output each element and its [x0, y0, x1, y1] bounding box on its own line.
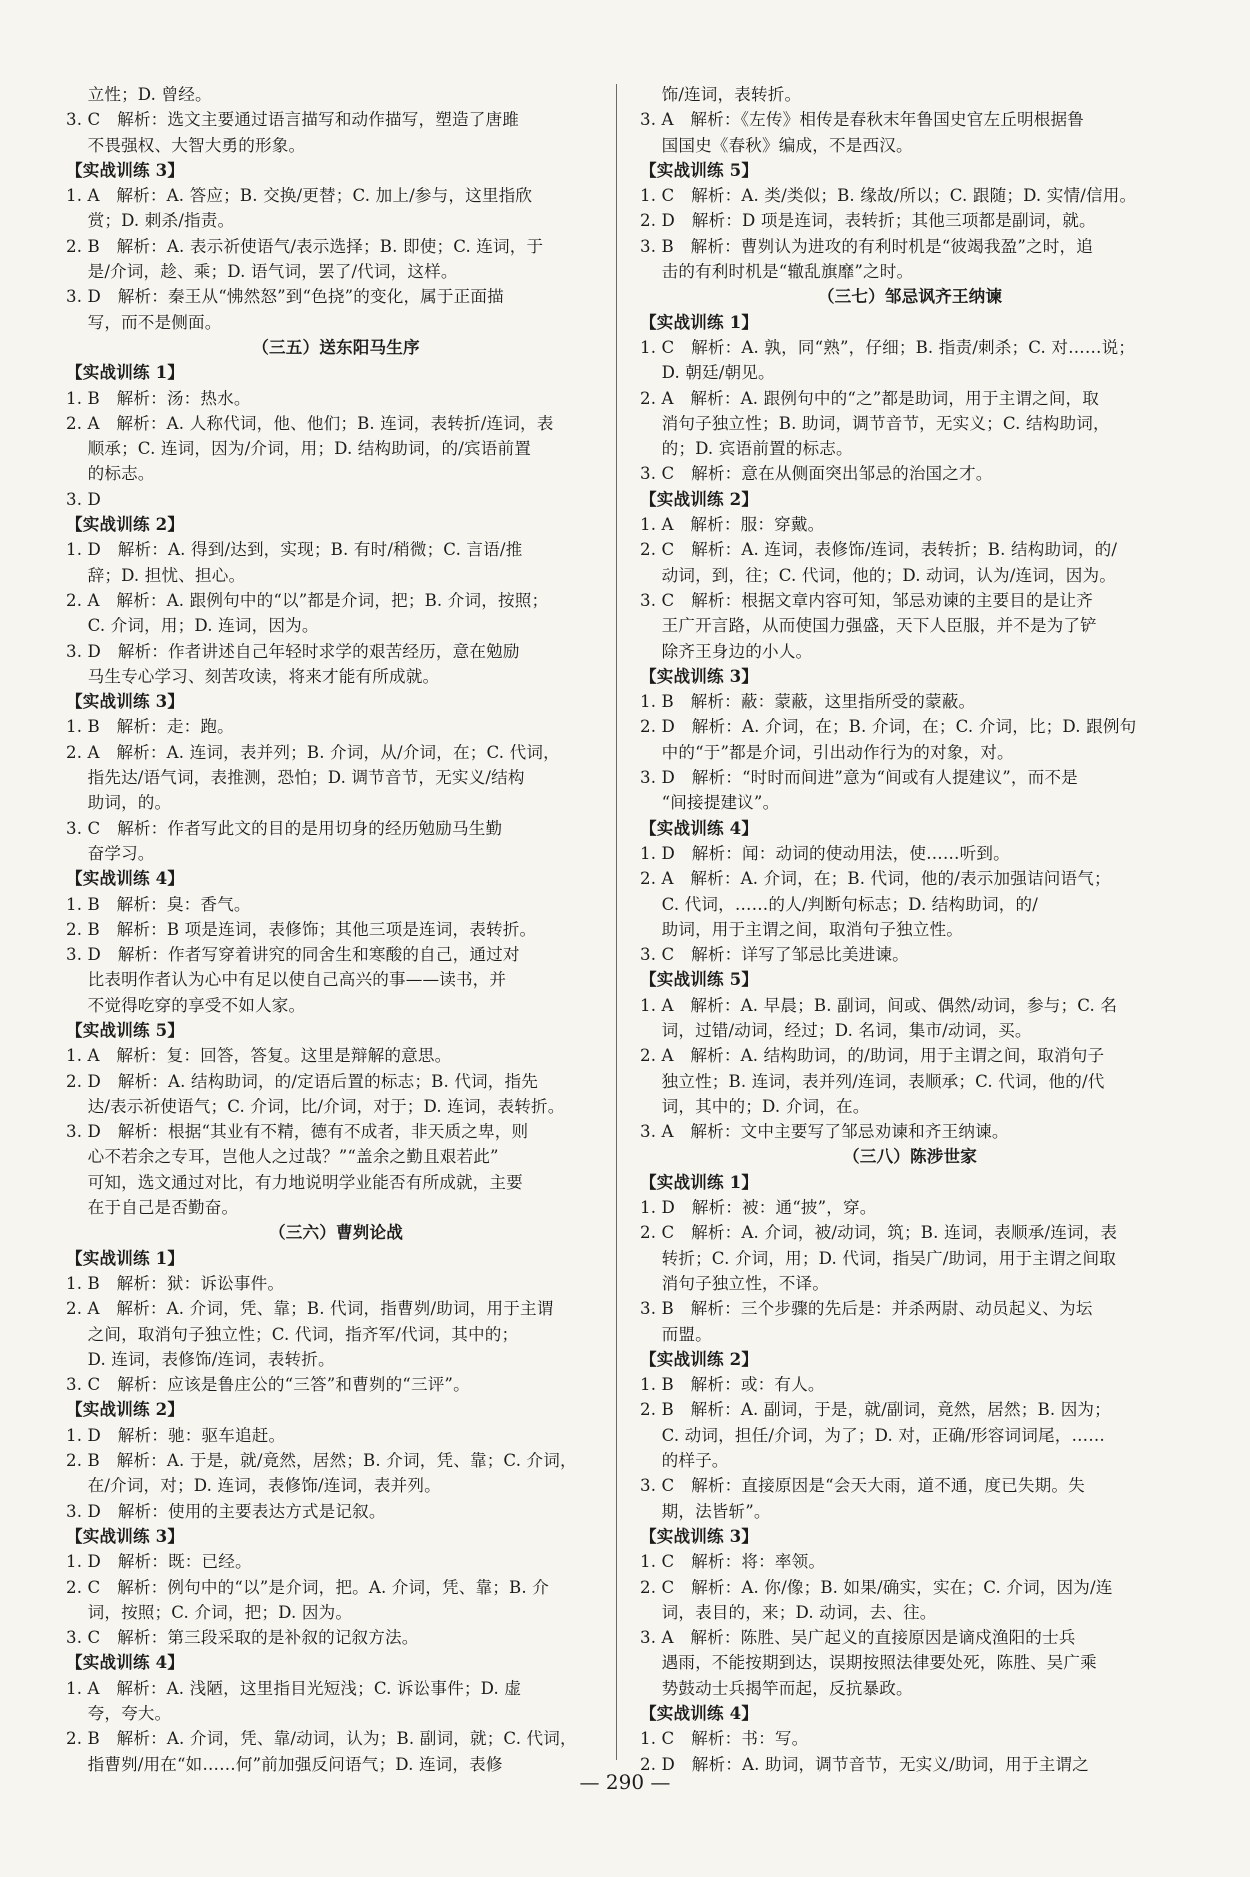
exercise-heading: 【实战训练 3】 [66, 159, 185, 180]
text-line: 在/介词，对；D. 连词，表修饰/连词，表并列。 [87, 1476, 441, 1496]
text-line: 的；D. 宾语前置的标志。 [661, 439, 853, 459]
text-line: 2. D 解析：A. 结构助词，的/定语后置的标志；B. 代词，指先 [66, 1071, 539, 1091]
text-line: 3. C 解析：第三段采取的是补叙的记叙方法。 [66, 1628, 419, 1648]
text-line: 马生专心学习、刻苦攻读，将来才能有所成就。 [87, 666, 440, 686]
text-line: 1. A 解析：A. 答应；B. 交换/更替；C. 加上/参与，这里指欣 [66, 186, 533, 206]
exercise-heading: 【实战训练 2】 [640, 1348, 759, 1369]
text-line: 不畏强权、大智大勇的形象。 [87, 135, 306, 155]
text-line: 立性；D. 曾经。 [87, 85, 212, 104]
text-line: 3. A 解析：陈胜、吴广起义的直接原因是谪戍渔阳的士兵 [640, 1628, 1076, 1648]
exercise-heading: 【实战训练 5】 [640, 159, 759, 180]
text-line: 1. D 解析：驰：驱车追赶。 [66, 1425, 286, 1445]
text-line: 之间，取消句子独立性；C. 代词，指齐军/代词，其中的； [87, 1324, 519, 1344]
text-line: 中的“于”都是介词，引出动作行为的对象，对。 [661, 742, 1014, 762]
text-line: 1. A 解析：A. 浅陋，这里指目光短浅；C. 诉讼事件；D. 虚 [66, 1678, 522, 1698]
exercise-heading: 【实战训练 1】 [640, 1171, 759, 1192]
text-line: 指先达/语气词，表推测，恐怕；D. 调节音节，无实义/结构 [87, 768, 525, 788]
text-line: 2. B 解析：A. 副词，于是，就/副词，竟然，居然；B. 因为； [640, 1400, 1111, 1420]
text-line: 2. A 解析：A. 结构助词，的/助词，用于主谓之间，取消句子 [640, 1046, 1105, 1066]
text-line: 1. D 解析：闻：动词的使动用法，使……听到。 [640, 843, 1010, 863]
text-line: 2. B 解析：B 项是连词，表修饰；其他三项是连词，表转折。 [66, 919, 537, 939]
text-line: 3. A 解析：《左传》相传是春秋末年鲁国史官左丘明根据鲁 [640, 110, 1084, 130]
text-line: 3. C 解析：详写了邹忌比美进谏。 [640, 945, 909, 965]
text-line: 动词，到，往；C. 代词，他的；D. 动词，认为/连词，因为。 [661, 565, 1116, 585]
text-line: 是/介词，趁、乘；D. 语气词，罢了/代词，这样。 [87, 262, 458, 282]
text-line: 达/表示祈使语气；C. 介词，比/介词，对于；D. 连词，表转折。 [87, 1096, 565, 1116]
text-line: 3. A 解析：文中主要写了邹忌劝谏和齐王纳谏。 [640, 1122, 1009, 1142]
text-line: 词，按照；C. 介词，把；D. 因为。 [87, 1602, 353, 1622]
text-line: 可知，选文通过对比，有力地说明学业能否有所成就，主要 [87, 1172, 523, 1192]
exercise-heading: 【实战训练 1】 [66, 362, 185, 383]
exercise-heading: 【实战训练 1】 [640, 311, 759, 332]
text-line: 2. A 解析：A. 连词，表并列；B. 介词，从/介词，在；C. 代词， [66, 742, 560, 762]
text-line: 1. C 解析：将：率领。 [640, 1552, 826, 1572]
text-line: 2. B 解析：A. 于是，就/竟然，居然；B. 介词，凭、靠；C. 介词， [66, 1451, 577, 1471]
text-line: 2. D 解析：A. 介词，在；B. 介词，在；C. 介词，比；D. 跟例句 [640, 717, 1137, 737]
text-line: 词，表目的，来；D. 动词，去、往。 [661, 1602, 937, 1622]
text-line: 2. A 解析：A. 跟例句中的“以”都是介词，把；B. 介词，按照； [66, 590, 549, 610]
text-line: 消句子独立性，不译。 [661, 1273, 830, 1293]
text-line: 1. B 解析：或：有人。 [640, 1375, 825, 1395]
text-line: 2. D 解析：A. 助词，调节音节，无实义/助词，用于主谓之 [640, 1754, 1089, 1774]
text-line: 3. D 解析：作者讲述自己年轻时求学的艰苦经历，意在勉励 [66, 641, 520, 661]
text-line: 2. A 解析：A. 跟例句中的“之”都是助词，用于主谓之间，取 [640, 388, 1100, 408]
text-line: 3. D 解析：使用的主要表达方式是记叙。 [66, 1501, 386, 1521]
right-column [640, 82, 1180, 1777]
exercise-heading: 【实战训练 2】 [640, 488, 759, 509]
text-line: C. 介词，用；D. 连词，因为。 [87, 616, 319, 636]
text-line: 的样子。 [661, 1451, 729, 1471]
text-line: 3. C 解析：根据文章内容可知，邹忌劝谏的主要目的是让齐 [640, 590, 1093, 610]
text-line: 期，法皆斩”。 [661, 1501, 771, 1521]
text-line: 词，其中的；D. 介词，在。 [661, 1096, 870, 1116]
text-line: D. 朝廷/朝见。 [661, 363, 775, 383]
text-line: 势鼓动士兵揭竿而起，反抗暴政。 [661, 1678, 913, 1698]
text-line: 1. D 解析：A. 得到/达到，实现；B. 有时/稍微；C. 言语/推 [66, 540, 523, 560]
text-line: 3. C 解析：意在从侧面突出邹忌的治国之才。 [640, 464, 993, 484]
text-line: 3. C 解析：作者写此文的目的是用切身的经历勉励马生勤 [66, 818, 503, 838]
text-line: 1. C 解析：A. 孰，同“熟”，仔细；B. 指责/刺杀；C. 对……说； [640, 337, 1136, 357]
exercise-heading: 【实战训练 4】 [640, 817, 759, 838]
text-line: 1. B 解析：走：跑。 [66, 717, 234, 737]
text-line: 2. C 解析：A. 你/像；B. 如果/确实，实在；C. 介词，因为/连 [640, 1577, 1113, 1597]
text-line: 3. C 解析：直接原因是“会天大雨，道不通，度已失期。失 [640, 1476, 1085, 1496]
text-line: 心不若余之专耳，岂他人之过哉？”“盖余之勤且艰若此” [87, 1147, 499, 1167]
exercise-heading: 【实战训练 3】 [66, 691, 185, 712]
text-line: 独立性；B. 连词，表并列/连词，表顺承；C. 代词，他的/代 [661, 1071, 1105, 1091]
text-line: 1. B 解析：汤：热水。 [66, 388, 251, 408]
exercise-heading: 【实战训练 4】 [66, 868, 185, 889]
text-line: 2. B 解析：A. 表示祈使语气/表示选择；B. 即使；C. 连词，于 [66, 236, 544, 256]
text-line: 2. D 解析：D 项是连词，表转折；其他三项都是副词，就。 [640, 211, 1096, 231]
text-line: 1. B 解析：狱：诉讼事件。 [66, 1273, 285, 1293]
text-line: 2. A 解析：A. 介词，在；B. 代词，他的/表示加强诘问语气； [640, 869, 1111, 889]
text-line: 3. D 解析：秦王从“怫然怒”到“色挠”的变化，属于正面描 [66, 287, 504, 307]
text-line: 助词，的。 [87, 793, 172, 813]
exercise-heading: 【实战训练 2】 [66, 1399, 185, 1420]
exercise-heading: 【实战训练 4】 [640, 1703, 759, 1723]
text-line: 2. C 解析：A. 介词，被/动词，筑；B. 连词，表顺承/连词，表 [640, 1223, 1118, 1243]
text-line: 3. C 解析：选文主要通过语言描写和动作描写，塑造了唐雎 [66, 110, 519, 130]
text-line: 助词，用于主谓之间，取消句子独立性。 [661, 919, 963, 939]
text-line: D. 连词，表修饰/连词，表转折。 [87, 1349, 335, 1369]
text-line: “间接提建议”。 [661, 793, 780, 813]
page-number: — 290 — [579, 1770, 671, 1794]
text-line: 3. D 解析：作者写穿着讲究的同舍生和寒酸的自己，通过对 [66, 945, 520, 965]
text-line: 不觉得吃穿的享受不如人家。 [87, 995, 306, 1015]
text-line: 遇雨，不能按期到达，误期按照法律要处死，陈胜、吴广乘 [661, 1653, 1097, 1673]
text-line: 1. D 解析：既：已经。 [66, 1552, 252, 1572]
left-column [66, 82, 606, 1777]
text-line: 1. D 解析：被：通“披”，穿。 [640, 1198, 877, 1218]
text-line: 指曹刿/用在“如……何”前加强反问语气；D. 连词，表修 [87, 1754, 503, 1774]
exercise-heading: 【实战训练 5】 [66, 1019, 185, 1040]
column-divider [616, 84, 617, 1760]
section-title: （三七）邹忌讽齐王纳谏 [817, 286, 1003, 307]
text-line: 1. C 解析：A. 类/类似；B. 缘故/所以；C. 跟随；D. 实情/信用。 [640, 186, 1137, 206]
text-line: 奋学习。 [87, 843, 155, 863]
section-title: （三五）送东阳马生序 [252, 336, 420, 357]
exercise-heading: 【实战训练 3】 [640, 665, 759, 686]
text-line: 1. C 解析：书：写。 [640, 1729, 809, 1749]
text-line: 1. A 解析：A. 早晨；B. 副词，间或、偶然/动词，参与；C. 名 [640, 995, 1118, 1015]
exercise-heading: 【实战训练 1】 [66, 1247, 185, 1268]
text-line: 3. B 解析：曹刿认为进攻的有利时机是“彼竭我盈”之时，追 [640, 236, 1094, 256]
exercise-heading: 【实战训练 3】 [640, 1525, 759, 1546]
text-line: 写，而不是侧面。 [87, 312, 222, 332]
text-line: 2. C 解析：例句中的“以”是介词，把。A. 介词，凭、靠；B. 介 [66, 1577, 549, 1597]
text-line: 1. B 解析：臭：香气。 [66, 894, 251, 914]
text-line: 而盟。 [661, 1324, 712, 1344]
text-line: 2. C 解析：A. 连词，表修饰/连词，表转折；B. 结构助词，的/ [640, 540, 1118, 560]
text-line: 赏；D. 刺杀/指责。 [87, 211, 235, 231]
exercise-heading: 【实战训练 2】 [66, 514, 185, 535]
text-line: 王广开言路，从而使国力强盛，天下人臣服，并不是为了铲 [661, 616, 1097, 636]
text-line: 辞；D. 担忧、担心。 [87, 565, 246, 585]
text-line: 比表明作者认为心中有足以使自己高兴的事——读书，并 [87, 970, 507, 990]
text-line: 消句子独立性；B. 助词，调节音节，无实义；C. 结构助词， [661, 413, 1110, 433]
text-line: 1. B 解析：蔽：蒙蔽，这里指所受的蒙蔽。 [640, 692, 976, 712]
text-line: 1. A 解析：服：穿戴。 [640, 515, 825, 535]
text-line: 3. D [66, 489, 102, 509]
text-line: 在于自己是否勤奋。 [87, 1198, 239, 1218]
text-line: 3. B 解析：三个步骤的先后是：并杀两尉、动员起义、为坛 [640, 1299, 1093, 1319]
text-line: 3. D 解析：“时时而间进”意为“间或有人提建议”，而不是 [640, 768, 1078, 788]
section-title: （三六）曹刿论战 [269, 1222, 403, 1243]
text-line: C. 代词，……的人/判断句标志；D. 结构助词，的/ [661, 894, 1039, 914]
exercise-heading: 【实战训练 4】 [66, 1652, 185, 1673]
text-line: 2. B 解析：A. 介词，凭、靠/动词，认为；B. 副词，就；C. 代词， [66, 1729, 577, 1749]
text-line: 顺承；C. 连词，因为/介词，用；D. 结构助词，的/宾语前置 [87, 439, 531, 459]
text-line: 2. A 解析：A. 人称代词，他、他们；B. 连词，表转折/连词，表 [66, 413, 554, 433]
exercise-heading: 【实战训练 5】 [640, 969, 759, 990]
text-line: C. 动词，担任/介词，为了；D. 对，正确/形容词词尾，…… [661, 1425, 1105, 1445]
section-title: （三八）陈涉世家 [843, 1146, 977, 1167]
exercise-heading: 【实战训练 3】 [66, 1525, 185, 1546]
text-line: 夸，夸大。 [87, 1704, 172, 1723]
text-line: 3. D 解析：根据“其业有不精，德有不成者，非天质之卑，则 [66, 1122, 529, 1142]
text-line: 的标志。 [87, 464, 155, 484]
text-line: 1. A 解析：复：回答，答复。这里是辩解的意思。 [66, 1046, 452, 1066]
text-line: 击的有利时机是“辙乱旗靡”之时。 [661, 262, 914, 282]
text-line: 转折；C. 介词，用；D. 代词，指吴广/助词，用于主谓之间取 [661, 1248, 1116, 1268]
text-line: 2. A 解析：A. 介词，凭、靠；B. 代词，指曹刿/助词，用于主谓 [66, 1299, 554, 1319]
text-line: 词，过错/动词，经过；D. 名词，集市/动词，买。 [661, 1020, 1032, 1040]
text-line: 国国史《春秋》编成，不是西汉。 [661, 135, 913, 155]
text-line: 除齐王身边的小人。 [661, 641, 813, 661]
text-line: 饰/连词，表转折。 [661, 85, 802, 104]
text-line: 3. C 解析：应该是鲁庄公的“三答”和曹刿的“三评”。 [66, 1375, 470, 1395]
